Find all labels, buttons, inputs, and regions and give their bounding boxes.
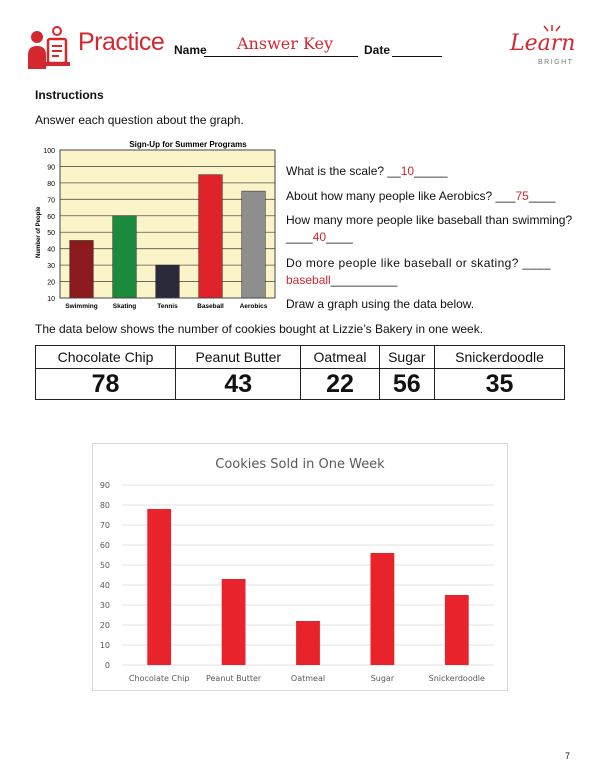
question-baseball-or-skating: Do more people like baseball or skating? ____ — [286, 256, 551, 270]
practice-person-icon — [26, 25, 72, 71]
mini-bar — [156, 265, 180, 298]
answer-lead: ____ — [286, 230, 313, 244]
x-tick-label: Chocolate Chip — [128, 674, 190, 683]
table-header: Sugar — [379, 346, 435, 369]
learn-bright-logo — [508, 22, 578, 70]
cookies-chart — [92, 443, 508, 691]
answer-line-baseball-or-skating — [286, 273, 397, 287]
mini-bar — [242, 191, 266, 298]
mini-y-tick: 90 — [47, 164, 55, 172]
y-tick-label: 50 — [99, 561, 110, 570]
mini-bar — [199, 175, 223, 298]
instructions-title: Instructions — [35, 88, 104, 102]
table-cell: 78 — [36, 369, 176, 400]
mini-x-label: Swimming — [65, 303, 98, 310]
table-header: Oatmeal — [301, 346, 379, 369]
y-tick-label: 70 — [99, 521, 110, 530]
x-tick-label: Peanut Butter — [205, 674, 262, 683]
logo-subtext: BRIGHT — [538, 59, 574, 66]
mini-y-tick: 100 — [43, 148, 55, 155]
logo-text: Learn — [510, 31, 576, 56]
table-cell: 43 — [176, 369, 301, 400]
question-aerobics — [286, 189, 556, 203]
mini-bar — [70, 240, 94, 298]
mini-y-tick: 10 — [47, 296, 55, 303]
mini-x-label: Tennis — [157, 303, 178, 310]
answer-scale: 10 — [400, 164, 415, 178]
table-header: Chocolate Chip — [36, 346, 176, 369]
name-field-line[interactable] — [204, 56, 358, 57]
chart-title: Cookies Sold in One Week — [215, 457, 385, 472]
question-draw-graph: Draw a graph using the data below. — [286, 297, 475, 311]
chart-bar — [445, 595, 469, 665]
summer-programs-chart — [18, 138, 283, 318]
chart-bar — [147, 509, 171, 665]
mini-y-tick: 20 — [47, 279, 55, 287]
answer-line-baseball-vs-swimming — [286, 230, 353, 244]
mini-chart-title: Sign-Up for Summer Programs — [129, 140, 247, 149]
y-tick-label: 90 — [99, 481, 110, 490]
name-label: Name — [174, 43, 207, 57]
table-header: Snickerdoodle — [435, 346, 565, 369]
y-tick-label: 40 — [99, 581, 110, 590]
table-row — [36, 369, 565, 400]
practice-title: Practice — [78, 28, 165, 56]
chart-bar — [296, 621, 320, 665]
mini-y-tick: 80 — [47, 180, 55, 188]
answer-baseball-or-skating: baseball — [286, 273, 331, 287]
y-tick-label: 20 — [99, 621, 110, 630]
answer-tail: ____ — [326, 230, 353, 244]
question-baseball-vs-swimming: How many more people like baseball than swimming? — [286, 213, 573, 227]
question-aerobics-text: About how many people like Aerobics? ___ — [286, 189, 516, 203]
table-header-row — [36, 346, 565, 369]
y-tick-label: 10 — [99, 641, 110, 650]
mini-chart-ylabel: Number of People — [36, 206, 42, 258]
mini-bar — [113, 216, 137, 298]
answer-tail: __________ — [330, 273, 398, 287]
mini-y-tick: 40 — [47, 246, 55, 254]
chart-bar — [222, 579, 246, 665]
answer-baseball-vs-swimming: 40 — [312, 230, 327, 244]
mini-x-label: Aerobics — [239, 303, 268, 310]
mini-y-tick: 70 — [47, 197, 55, 205]
table-header: Peanut Butter — [176, 346, 301, 369]
y-tick-label: 0 — [104, 661, 110, 670]
answer-key-label: Answer Key — [237, 34, 333, 53]
data-description: The data below shows the number of cookies bought at Lizzie’s Bakery in one week. — [35, 322, 484, 336]
cookie-data-table — [35, 345, 565, 400]
date-field-line[interactable] — [392, 56, 442, 57]
mini-x-label: Baseball — [197, 303, 224, 310]
y-tick-label: 80 — [99, 501, 110, 510]
page-number: 7 — [565, 751, 571, 761]
chart-bar — [370, 553, 394, 665]
x-tick-label: Snickerdoodle — [428, 674, 485, 683]
answer-aerobics: 75 — [515, 189, 529, 203]
question-scale-text: What is the scale? __ — [286, 164, 401, 178]
table-cell: 56 — [379, 369, 435, 400]
mini-y-tick: 50 — [47, 230, 55, 238]
mini-y-tick: 30 — [47, 263, 55, 271]
x-tick-label: Oatmeal — [290, 674, 326, 683]
table-cell: 35 — [435, 369, 565, 400]
question-scale-tail: _____ — [414, 164, 448, 178]
mini-x-label: Skating — [112, 303, 137, 310]
question-scale — [286, 164, 447, 178]
date-label: Date — [364, 43, 391, 57]
instructions-text: Answer each question about the graph. — [35, 113, 244, 127]
mini-y-tick: 60 — [47, 213, 55, 221]
x-tick-label: Sugar — [370, 674, 395, 683]
y-tick-label: 60 — [99, 541, 110, 550]
table-cell: 22 — [301, 369, 379, 400]
y-tick-label: 30 — [99, 601, 110, 610]
question-aerobics-tail: ____ — [528, 189, 556, 203]
